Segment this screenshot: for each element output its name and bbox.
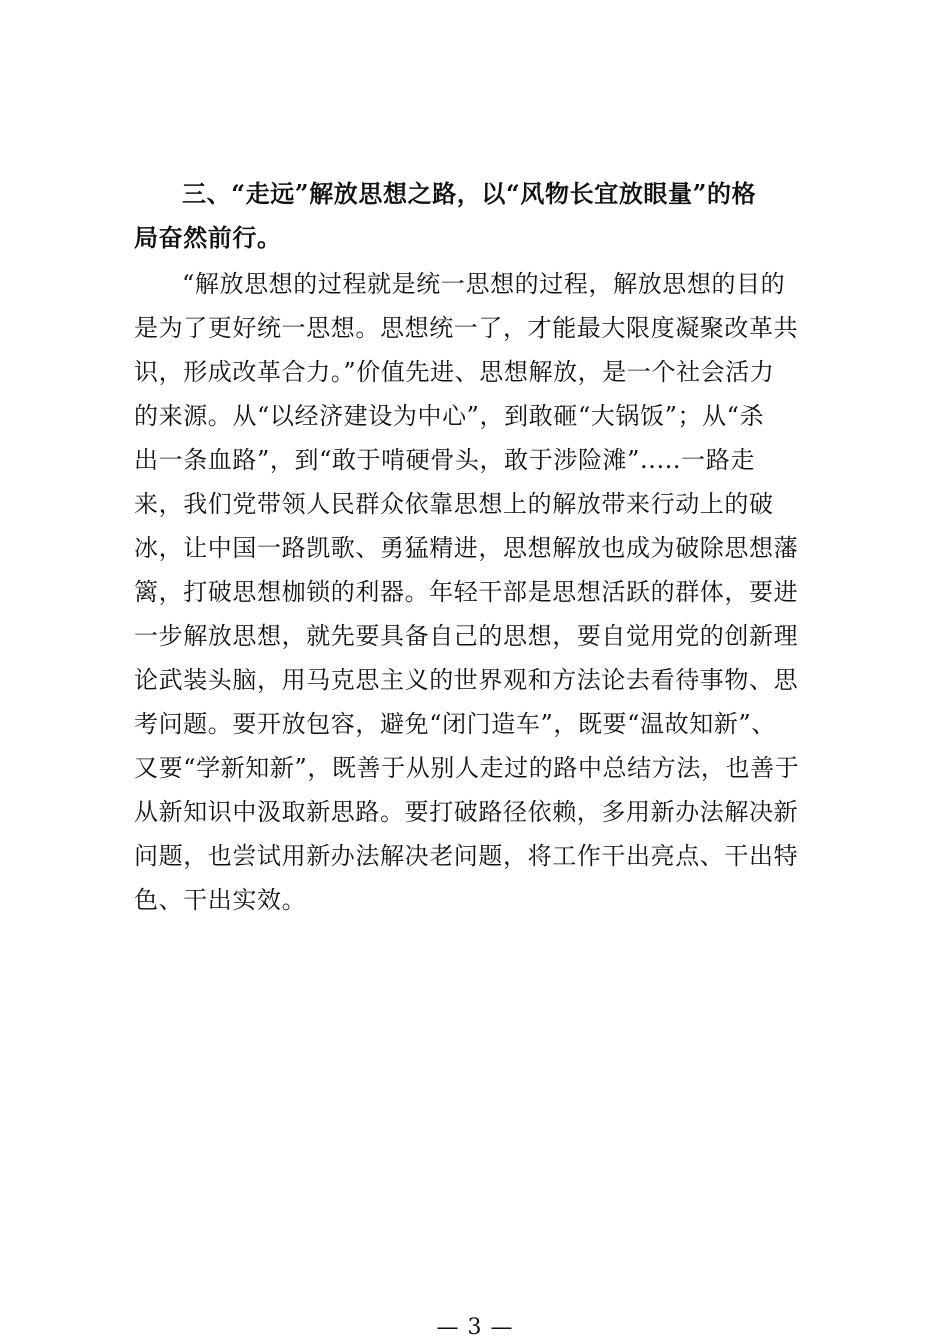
- section-heading-line-2: 局奋然前行。: [134, 223, 282, 252]
- paragraph-line: 来，我们党带领人民群众依靠思想上的解放带来行动上的破: [134, 490, 774, 518]
- paragraph-line: 冰，让中国一路凯歌、勇猛精进，思想解放也成为破除思想藩: [134, 534, 799, 562]
- paragraph-line: 又要“学新知新”，既善于从别人走过的路中总结方法，也善于: [134, 754, 800, 782]
- paragraph-line: 的来源。从“以经济建设为中心”，到敢砸“大锅饭”；从“杀: [134, 402, 765, 430]
- paragraph-line: 出一条血路”，到“敢于啃硬骨头，敢于涉险滩”.....一路走: [134, 446, 755, 474]
- paragraph-line: 识，形成改革合力。”价值先进、思想解放，是一个社会活力: [134, 358, 775, 386]
- paragraph-line: 从新知识中汲取新思路。要打破路径依赖，多用新办法解决新: [134, 798, 799, 826]
- paragraph-line: 论武装头脑，用马克思主义的世界观和方法论去看待事物、思: [134, 666, 799, 694]
- paragraph-line: 篱，打破思想枷锁的利器。年轻干部是思想活跃的群体，要进: [134, 578, 799, 606]
- paragraph-line: 问题，也尝试用新办法解决老问题，将工作干出亮点、干出特: [134, 842, 799, 870]
- paragraph-line: 是为了更好统一思想。思想统一了，才能最大限度凝聚改革共: [134, 314, 799, 342]
- paragraph-line: 一步解放思想，就先要具备自己的思想，要自觉用党的创新理: [134, 622, 799, 650]
- paragraph-line: “解放思想的过程就是统一思想的过程，解放思想的目的: [182, 270, 786, 298]
- page-number: — 3 —: [436, 1315, 514, 1340]
- paragraph-line: 考问题。要开放包容，避免“闭门造车”，既要“温故知新”、: [134, 710, 776, 738]
- paragraph-line: 色、干出实效。: [134, 886, 307, 914]
- section-heading-line-1: 三、“走远”解放思想之路，以“风物长宜放眼量”的格: [182, 179, 757, 208]
